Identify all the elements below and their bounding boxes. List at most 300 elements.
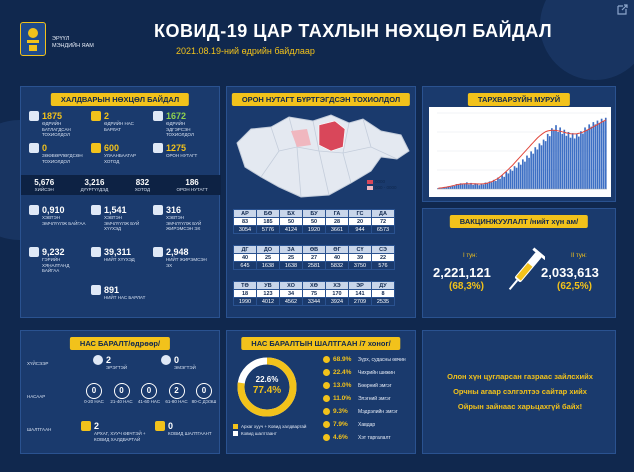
- region-code: ЗА: [280, 246, 303, 254]
- age-group-label: 0-20 НАС: [84, 399, 104, 404]
- trend-bar: [532, 154, 534, 189]
- tests-strip: [21, 175, 221, 195]
- region-table: [233, 209, 395, 234]
- trend-bar: [522, 159, 524, 189]
- infection-stat: [153, 111, 210, 138]
- cause-donut: [235, 355, 299, 419]
- ministry-name: [52, 36, 94, 50]
- cause-covid-deaths: [155, 421, 220, 437]
- region-total: 3661: [326, 226, 349, 234]
- cause-chronic-label: АРХАГ, ХУУЧ ӨВЧТЭЙ + КОВИД ХАЛДВАРТАЙ: [94, 431, 146, 442]
- region-total: 3924: [326, 298, 349, 306]
- region-code: ХО: [280, 282, 303, 290]
- trend-bar: [557, 132, 559, 189]
- region-code: УВ: [257, 282, 280, 290]
- regions-panel: [226, 86, 416, 318]
- trend-bar: [514, 166, 516, 189]
- region-code: ДУ: [372, 282, 395, 290]
- infection-stat-label: ӨДРИЙН НАС БАРЛАТ: [104, 121, 134, 132]
- male-deaths: [93, 355, 127, 371]
- cause-legend-label: Архаг хууч + Ковид халдвартай: [241, 424, 307, 429]
- ministry-name-line2: МЭНДИЙН ЯАМ: [52, 43, 94, 49]
- person-icon: [91, 285, 101, 295]
- trend-bar: [590, 127, 592, 189]
- ministry-emblem: [20, 22, 46, 56]
- age-group-value: 0: [141, 383, 157, 399]
- region-daily: 83: [234, 218, 257, 226]
- trend-bar: [476, 184, 478, 189]
- trend-bar: [601, 119, 603, 189]
- trend-bar: [526, 156, 528, 189]
- region-total: 2535: [372, 298, 395, 306]
- infection-stat-value: 0: [42, 143, 48, 153]
- region-table: [233, 281, 395, 306]
- trend-bar: [541, 145, 543, 189]
- organ-icon: [323, 369, 330, 376]
- dose1-value: 2,221,121: [433, 265, 491, 280]
- cause-item-pct: 22.4%: [333, 369, 352, 376]
- trend-bar: [495, 181, 497, 189]
- test-count: [135, 178, 150, 193]
- cause-item: [323, 392, 415, 405]
- header: [0, 0, 634, 78]
- region-daily: 20: [349, 218, 372, 226]
- region-daily: 50: [303, 218, 326, 226]
- page-title: КОВИД-19 ЦАР ТАХЛЫН НӨХЦӨЛ БАЙДАЛ: [154, 21, 553, 41]
- trend-chart: [429, 107, 611, 197]
- advice-lines: [423, 369, 617, 414]
- trend-bar: [584, 127, 586, 189]
- person-icon: [153, 247, 163, 257]
- female-deaths: [161, 355, 196, 371]
- age-group-value: 2: [169, 383, 185, 399]
- trend-bar: [507, 173, 509, 189]
- infection-total: [153, 247, 210, 268]
- cause-item-pct: 7.9%: [333, 421, 348, 428]
- infection-stat-value: 1875: [42, 111, 63, 121]
- organ-icon: [323, 434, 330, 441]
- trend-bar: [595, 124, 597, 189]
- cause-item: [323, 366, 415, 379]
- infection-total: [91, 285, 148, 301]
- page-subtitle: 2021.08.19-ний өдрийн байдлаар: [176, 46, 315, 56]
- trend-bar: [539, 143, 541, 189]
- region-code: ДО: [257, 246, 280, 254]
- cause-item-label: Хавдар: [358, 421, 376, 428]
- person-icon: [153, 111, 163, 121]
- region-total: 944: [349, 226, 372, 234]
- male-icon: [93, 355, 103, 365]
- infection-total: [29, 247, 86, 274]
- cause-legend: [233, 423, 306, 437]
- region-total: 3054: [234, 226, 257, 234]
- region-total: 4012: [257, 298, 280, 306]
- region-total: 3344: [303, 298, 326, 306]
- advice-line: Орчны агаар сэлгэлтээ сайтар хийх: [453, 387, 587, 396]
- cause-panel-title: НАС БАРАЛТЫН ШАЛТГААН /7 хоног/: [241, 337, 400, 350]
- region-code: БӨ: [257, 210, 280, 218]
- region-daily: 8: [372, 290, 395, 298]
- dose1-percent: (68,3%): [449, 281, 485, 292]
- trend-bar: [483, 184, 485, 189]
- trend-bar: [599, 123, 601, 189]
- region-code: ДА: [372, 210, 395, 218]
- region-code: ӨГ: [326, 246, 349, 254]
- trend-bar: [518, 162, 520, 189]
- trend-bar: [588, 124, 590, 189]
- map-legend-label: 000 - 0000: [375, 185, 397, 190]
- trend-bar: [497, 178, 499, 189]
- test-count-label: ДҮҮРГҮҮДЭД: [80, 186, 109, 192]
- region-code: ХӨ: [303, 282, 326, 290]
- infection-stat-value: 1275: [166, 143, 187, 153]
- infection-total-label: ГЭРИЙН ХЯНАЛТАНД БАЙГАА: [42, 257, 70, 273]
- trend-bar: [568, 132, 570, 189]
- infection-stat: [91, 111, 148, 132]
- cause-item: [323, 353, 415, 366]
- dose1-label: I тун:: [463, 253, 478, 259]
- trend-bar: [512, 171, 514, 189]
- cause-row-label: ШАЛТГААН: [27, 427, 52, 432]
- map-legend-label: 0000: [375, 179, 386, 184]
- trend-bar: [605, 118, 607, 189]
- infection-stat-value: 600: [104, 143, 120, 153]
- trend-chart-bg: [429, 107, 611, 197]
- region-daily: 72: [372, 218, 395, 226]
- cause-item-pct: 4.6%: [333, 434, 348, 441]
- region-daily: 141: [349, 290, 372, 298]
- map-legend: [367, 179, 397, 191]
- infection-stat-label: ӨДРИЙН ЭДГЭРСЭН ТОХИОЛДОЛ: [166, 121, 194, 137]
- trend-bar: [545, 141, 547, 189]
- trend-bar: [481, 184, 483, 189]
- region-code: ГС: [349, 210, 372, 218]
- region-daily: 40: [234, 254, 257, 262]
- age-group-label: 80-С ДЭЭШ: [191, 399, 217, 404]
- infection-total-label: НИЙТ ЖИРЭМСЭН ЭХ: [166, 257, 207, 268]
- region-code: ДГ: [234, 246, 257, 254]
- age-row-label: НАСААР: [27, 394, 46, 399]
- region-total: 6573: [372, 226, 395, 234]
- trend-bar: [551, 128, 553, 189]
- infection-total-value: 1,541: [104, 205, 127, 215]
- test-count-value: 3,216: [84, 177, 105, 187]
- cause-covid-label: КОВИД ШАЛТГААНТ: [168, 431, 212, 436]
- trend-bar: [547, 134, 549, 189]
- cause-item: [323, 405, 415, 418]
- person-icon: [91, 111, 101, 121]
- trend-bar: [458, 185, 460, 189]
- region-code: ӨВ: [303, 246, 326, 254]
- dose2-label: II тун:: [571, 253, 587, 259]
- region-daily: 39: [349, 254, 372, 262]
- advice-line: Олон хүн цугларсан газраас зайлсхийх: [447, 372, 593, 381]
- region-daily: 123: [257, 290, 280, 298]
- cause-chronic-deaths: [81, 421, 156, 442]
- infection-stat-value: 1672: [166, 111, 187, 121]
- trend-bar: [524, 162, 526, 189]
- infection-total: [153, 205, 210, 232]
- infection-total-value: 2,948: [166, 247, 189, 257]
- infection-total: [91, 247, 148, 263]
- infection-stat: [29, 111, 86, 138]
- cause-item: [323, 379, 415, 392]
- region-total: 2709: [349, 298, 372, 306]
- trend-bar: [586, 130, 588, 189]
- test-count-value: 5,676: [34, 177, 55, 187]
- infection-total-label: НИЙТ НАС БАРЛАТ: [104, 295, 146, 300]
- region-total: 4562: [280, 298, 303, 306]
- home-icon: [29, 247, 39, 257]
- region-daily: 185: [257, 218, 280, 226]
- ministry-name-line1: ЭРҮҮЛ: [52, 36, 70, 42]
- vaccination-panel: [422, 208, 616, 318]
- region-code: БХ: [280, 210, 303, 218]
- age-group: [109, 383, 135, 405]
- region-total: 4124: [280, 226, 303, 234]
- age-group-label: 21-40 НАС: [110, 399, 133, 404]
- region-total: 1990: [234, 298, 257, 306]
- region-code: ХЭ: [326, 282, 349, 290]
- region-code: ТӨ: [234, 282, 257, 290]
- person-icon: [91, 205, 101, 215]
- trend-bar: [572, 133, 574, 189]
- region-total: 5832: [326, 262, 349, 270]
- infection-stat-value: 2: [104, 111, 110, 121]
- infection-total-value: 9,232: [42, 247, 65, 257]
- infection-total-label: ХЭВТЭН ЭМЧЛҮҮЛЖ БАЙГАА: [42, 215, 86, 226]
- person-icon: [29, 111, 39, 121]
- region-total: 5776: [257, 226, 280, 234]
- test-count-label: ХОТОД: [134, 186, 151, 192]
- infection-total-value: 316: [166, 205, 182, 215]
- cause-covid-value: 0: [168, 421, 174, 431]
- test-count-label: ОРОН НУТАГТ: [176, 186, 208, 192]
- region-total: 3750: [349, 262, 372, 270]
- trend-bar: [487, 183, 489, 189]
- organ-icon: [323, 408, 330, 415]
- region-daily: 50: [280, 218, 303, 226]
- test-count: [81, 178, 109, 193]
- region-total: 1920: [303, 226, 326, 234]
- infection-total-value: 891: [104, 285, 120, 295]
- region-code: АР: [234, 210, 257, 218]
- infection-panel-title: ХАЛДВАРЫН НӨХЦӨЛ БАЙДАЛ: [51, 93, 189, 106]
- trend-bar: [454, 186, 456, 189]
- dose2-value: 2,033,613: [541, 265, 599, 280]
- region-daily: 75: [303, 290, 326, 298]
- trend-bar: [510, 169, 512, 189]
- age-group-label: 61-80 НАС: [165, 399, 188, 404]
- age-group-label: 41-60 НАС: [137, 399, 161, 404]
- person-icon: [91, 247, 101, 257]
- region-code: ГА: [326, 210, 349, 218]
- gender-row-label: ХҮЙСЭЭР: [27, 361, 49, 366]
- region-daily: 22: [372, 254, 395, 262]
- dose2-percent: (62,5%): [557, 281, 593, 292]
- cause-item-label: Мэдрэлийн эмгэг: [358, 408, 398, 415]
- trend-panel-title: ТАРХВАРЗҮЙН МУРУЙ: [468, 93, 570, 106]
- trend-bar: [534, 147, 536, 189]
- trend-bar: [491, 182, 493, 189]
- trend-bar: [503, 177, 505, 189]
- advice-line: Ойрын зайнаас харьцахгүй байх!: [457, 402, 583, 411]
- map-highlight-region: [319, 121, 345, 151]
- person-icon: [153, 205, 163, 215]
- syringe-icon: [505, 243, 545, 299]
- trend-bar: [570, 138, 572, 189]
- infection-total-value: 39,311: [104, 247, 132, 257]
- trend-bar: [580, 131, 582, 189]
- cause-item: [323, 431, 415, 444]
- trend-panel: [422, 86, 616, 202]
- test-count: [34, 178, 54, 193]
- cause-item-pct: 13.0%: [333, 382, 352, 389]
- trend-bar: [603, 121, 605, 189]
- trend-bar: [528, 158, 530, 189]
- trend-bar: [543, 140, 545, 189]
- region-daily: 25: [257, 254, 280, 262]
- cause-item-pct: 9.3%: [333, 408, 348, 415]
- cause-item-pct: 68.9%: [333, 356, 352, 363]
- infection-stat: [29, 143, 86, 164]
- trend-bar: [592, 122, 594, 189]
- trend-bar: [566, 136, 568, 189]
- female-deaths-label: ЭМЭГТЭЙ: [174, 365, 196, 370]
- test-count-value: 832: [135, 177, 150, 187]
- infection-total-label: ХЭВТЭН ЭМЧЛҮҮЛЖ БУЙ ЖИРЭМСЭН ЭХ: [166, 215, 202, 231]
- trend-bar: [468, 184, 470, 189]
- infection-total-value: 0,910: [42, 205, 65, 215]
- deaths-panel: [20, 330, 220, 454]
- trend-bar: [472, 185, 474, 189]
- cause-item: [323, 418, 415, 431]
- trend-bar: [530, 151, 532, 189]
- infection-panel: [20, 86, 220, 318]
- airplane-icon: [29, 143, 39, 153]
- region-code: СҮ: [349, 246, 372, 254]
- trend-bar: [597, 121, 599, 189]
- trend-bar: [549, 136, 551, 189]
- male-deaths-label: ЭРЭГТЭЙ: [106, 365, 128, 370]
- trend-bar: [561, 134, 563, 189]
- female-icon: [161, 355, 171, 365]
- region-daily: 40: [326, 254, 349, 262]
- infection-stat-label: ОРОН НУТАГТ: [166, 153, 198, 158]
- infection-stat: [153, 143, 210, 159]
- cause-chronic-value: 2: [94, 421, 100, 431]
- region-daily: 27: [303, 254, 326, 262]
- trend-bar: [516, 168, 518, 189]
- trend-bar: [578, 137, 580, 189]
- person-icon: [29, 205, 39, 215]
- organ-icon: [323, 421, 330, 428]
- advice-panel: [422, 330, 616, 454]
- person-icon: [91, 143, 101, 153]
- region-code: БУ: [303, 210, 326, 218]
- cause-item-label: Зүрх, судасны өвчин: [358, 356, 406, 363]
- infection-total: [91, 205, 148, 232]
- cause-item-pct: 11.0%: [333, 395, 352, 402]
- trend-bar: [559, 127, 561, 189]
- infection-total-label: НИЙТ ХҮҮХЭД: [104, 257, 135, 262]
- region-total: 2581: [303, 262, 326, 270]
- infection-stat-label: УЛААНБААТАР ХОТОД: [104, 153, 137, 164]
- region-daily: 28: [326, 218, 349, 226]
- test-count: [176, 178, 207, 193]
- infection-stat: [91, 143, 148, 164]
- infection-total: [29, 205, 86, 226]
- donut-pct-inner: 77.4%: [252, 385, 282, 396]
- regions-panel-title: ОРОН НУТАГТ БҮРТГЭГДСЭН ТОХИОЛДОЛ: [232, 93, 410, 106]
- trend-bar: [464, 184, 466, 189]
- trend-bar: [505, 172, 507, 189]
- test-count-label: ХИЙСЭН: [34, 186, 54, 192]
- region-daily: 34: [280, 290, 303, 298]
- cause-item-label: Элэгний эмгэг: [358, 395, 391, 402]
- infection-stat-label: ӨДРИЙН БАТЛАГДСАН ТОХИОЛДОЛ: [42, 121, 71, 137]
- region-total: 576: [372, 262, 395, 270]
- age-row: [81, 383, 217, 405]
- male-deaths-value: 2: [106, 355, 112, 365]
- region-daily: 18: [234, 290, 257, 298]
- region-total: 1638: [257, 262, 280, 270]
- age-group-value: 0: [196, 383, 212, 399]
- age-group: [81, 383, 107, 405]
- region-table: [233, 245, 395, 270]
- trend-bar: [574, 138, 576, 189]
- virus-icon: [81, 421, 91, 431]
- trend-bar: [576, 134, 578, 189]
- cause-item-label: Хэт таргалалт: [358, 434, 391, 441]
- trend-bar: [478, 185, 480, 189]
- cause-item-label: Чихрийн шижин: [358, 369, 395, 376]
- region-code: СЭ: [372, 246, 395, 254]
- trend-bar: [501, 175, 503, 189]
- trend-bar: [449, 187, 451, 189]
- region-daily: 170: [326, 290, 349, 298]
- virus-icon: [155, 421, 165, 431]
- infection-stat-label: ЗӨӨВӨРЛӨГДСӨН ТОХИОЛДОЛ: [42, 153, 83, 164]
- organ-icon: [323, 395, 330, 402]
- trend-bar: [582, 134, 584, 189]
- female-deaths-value: 0: [174, 355, 180, 365]
- age-group: [164, 383, 190, 405]
- trend-bar: [499, 179, 501, 189]
- trend-bar: [555, 125, 557, 189]
- trend-bar: [537, 149, 539, 189]
- cause-item-label: Бөөрний эмгэг: [358, 382, 392, 389]
- age-group: [136, 383, 162, 405]
- trend-bar: [553, 130, 555, 189]
- cause-list: [323, 353, 415, 444]
- age-group: [191, 383, 217, 405]
- infection-total-label: ХЭВТЭН ЭМЧЛҮҮЛЖ БУЙ ХҮҮХЭД: [104, 215, 140, 231]
- age-group-value: 0: [86, 383, 102, 399]
- region-total: 645: [234, 262, 257, 270]
- cause-legend-label: Ковид шалтгаант: [241, 431, 277, 436]
- trend-bar: [462, 184, 464, 189]
- person-icon: [153, 143, 163, 153]
- region-total: 1638: [280, 262, 303, 270]
- region-code: ЭР: [349, 282, 372, 290]
- age-group-value: 0: [114, 383, 130, 399]
- cause-panel: [226, 330, 416, 454]
- test-count-value: 186: [185, 177, 199, 187]
- organ-icon: [323, 356, 330, 363]
- vaccination-panel-title: ВАКЦИНЖУУЛАЛТ /нийт хүн ам/: [450, 215, 588, 228]
- trend-bar: [563, 130, 565, 189]
